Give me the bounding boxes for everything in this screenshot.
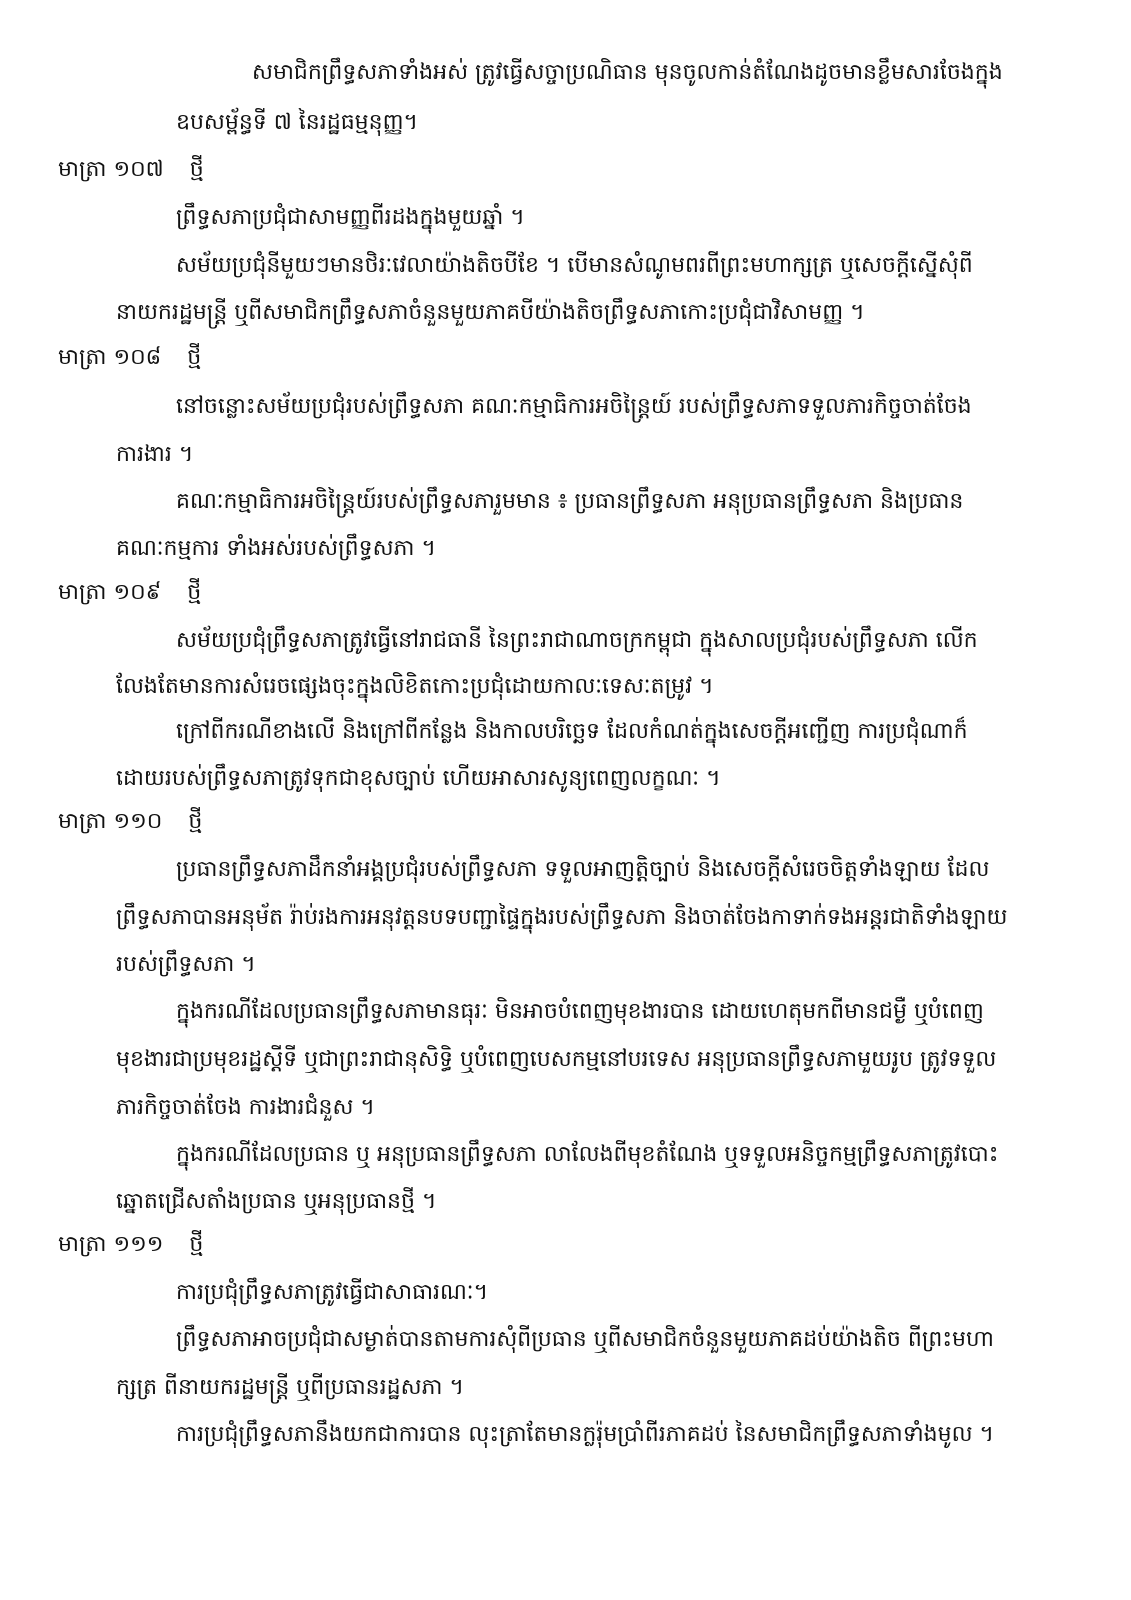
article-label: មាត្រា ១០៩ bbox=[58, 580, 162, 605]
article-109-line-2: លែងតែមានការសំរេចផ្សេងចុះក្នុងលិខិតកោះប្រជុំដោយកាលៈទេសៈតម្រូវ ។ bbox=[116, 674, 714, 699]
article-108-line-2: ការងារ ។ bbox=[116, 442, 194, 467]
article-label: មាត្រា ១១០ bbox=[58, 809, 163, 834]
article-110-line-6: ភារកិច្ចចាត់ចែង ការងារជំនួស ។ bbox=[116, 1095, 375, 1120]
article-110-heading bbox=[58, 807, 202, 837]
article-111-line-4: ការប្រជុំព្រឹទ្ធសភានឹងយកជាការបាន លុះត្រាតែមានក្លរ៉ុមប្រាំពីរភាគដប់ នៃសមាជិកព្រឹទ្ធសភាទាំងមូល ។ bbox=[176, 1422, 995, 1447]
intro-line-1: សមាជិកព្រឹទ្ធសភាទាំងអស់ ត្រូវធ្វើសច្ចាប្រណិធាន មុនចូលកាន់តំណែងដូចមានខ្លឹមសារចែងក្នុង bbox=[252, 60, 1003, 85]
article-111-line-1: ការប្រជុំព្រឹទ្ធសភាត្រូវធ្វើជាសាធារណៈ។ bbox=[176, 1280, 489, 1305]
article-111-heading bbox=[58, 1230, 203, 1260]
article-status: ថ្មី bbox=[189, 1232, 204, 1257]
article-109-line-4: ដោយរបស់ព្រឹទ្ធសភាត្រូវទុកជាខុសច្បាប់ ហើយអាសារសូន្យពេញលក្ខណៈ ។ bbox=[116, 766, 721, 791]
article-109-heading bbox=[58, 578, 201, 608]
article-110-line-3: របស់ព្រឹទ្ធសភា ។ bbox=[116, 952, 256, 977]
article-107-line-2: សម័យប្រជុំនីមួយៗមានថិរៈវេលាយ៉ាងតិចបីខែ ។ បើមានសំណូមពរពីព្រះមហាក្សត្រ ឬសេចក្តីស្នើសុំពី bbox=[176, 253, 973, 278]
article-108-line-3: គណៈកម្មាធិការអចិន្ត្រៃយ៍របស់ព្រឹទ្ធសភារួមមាន ៖ ប្រធានព្រឹទ្ធសភា អនុប្រធានព្រឹទ្ធសភា និងប្រធាន bbox=[176, 489, 964, 514]
article-108-heading bbox=[58, 343, 201, 373]
article-110-line-8: ឆ្នោតជ្រើសតាំងប្រធាន ឬអនុប្រធានថ្មី ។ bbox=[116, 1189, 437, 1214]
article-label: មាត្រា ១០៧ bbox=[58, 157, 164, 182]
article-status: ថ្មី bbox=[188, 809, 203, 834]
article-110-line-4: ក្នុងករណីដែលប្រធានព្រឹទ្ធសភាមានធុរៈ មិនអាចបំពេញមុខងារបាន ដោយហេតុមកពីមានជម្ងឺ ឬបំពេញ bbox=[176, 999, 984, 1024]
article-109-line-3: ក្រៅពីករណីខាងលើ និងក្រៅពីកន្លែង និងកាលបរិច្ឆេទ ដែលកំណត់ក្នុងសេចក្តីអញ្ជើញ ការប្រជុំណាក៏ bbox=[176, 719, 968, 744]
article-110-line-5: មុខងារជាប្រមុខរដ្ឋស្តីទី ឬជាព្រះរាជានុសិទ្ធិ ឬបំពេញបេសកម្មនៅបរទេស អនុប្រធានព្រឹទ្ធសភាមួយរូប ត្រូវទទួល bbox=[116, 1047, 997, 1072]
article-111-line-2: ព្រឹទ្ធសភាអាចប្រជុំជាសម្ងាត់បានតាមការសុំពីប្រធាន ឬពីសមាជិកចំនួនមួយភាគដប់យ៉ាងតិច ពីព្រះមហា bbox=[176, 1327, 994, 1352]
article-108-line-1: នៅចន្លោះសម័យប្រជុំរបស់ព្រឹទ្ធសភា គណៈកម្មាធិការអចិន្ត្រៃយ៍ របស់ព្រឹទ្ធសភាទទួលភារកិច្ចចាត់ចែង bbox=[176, 394, 972, 419]
article-label: មាត្រា ១១១ bbox=[58, 1232, 164, 1257]
article-110-line-1: ប្រធានព្រឹទ្ធសភាដឹកនាំអង្គប្រជុំរបស់ព្រឹទ្ធសភា ទទួលអាញត្តិច្បាប់ និងសេចក្តីសំរេចចិត្តទាំងឡាយ ដែល bbox=[176, 857, 990, 882]
article-107-heading bbox=[58, 155, 204, 185]
article-110-line-2: ព្រឹទ្ធសភាបានអនុម័ត រ៉ាប់រងការអនុវត្តនបទបញ្ជាផ្ទៃក្នុងរបស់ព្រឹទ្ធសភា និងចាត់ចែងកាទាក់ទងអន្តរជាតិទាំងឡាយ bbox=[116, 905, 1008, 930]
article-107-line-1: ព្រឹទ្ធសភាប្រជុំជាសាមញ្ញពីរដងក្នុងមួយឆ្នាំ ។ bbox=[176, 205, 525, 230]
article-108-line-4: គណៈកម្មការ ទាំងអស់របស់ព្រឹទ្ធសភា ។ bbox=[116, 536, 436, 561]
article-status: ថ្មី bbox=[187, 345, 202, 370]
article-111-line-3: ក្សត្រ ពីនាយករដ្ឋមន្ត្រី ឬពីប្រធានរដ្ឋសភា ។ bbox=[116, 1375, 464, 1400]
article-109-line-1: សម័យប្រជុំព្រឹទ្ធសភាត្រូវធ្វើនៅរាជធានី នៃព្រះរាជាណាចក្រកម្ពុជា ក្នុងសាលប្រជុំរបស់ព្រឹទ្ធសភា លើក bbox=[176, 628, 978, 653]
article-status: ថ្មី bbox=[189, 157, 204, 182]
intro-line-2: ឧបសម្ព័ន្ធទី ៧ នៃរដ្ឋធម្មនុញ្ញ។ bbox=[176, 110, 419, 135]
article-label: មាត្រា ១០៨ bbox=[58, 345, 162, 370]
article-107-line-3: នាយករដ្ឋមន្ត្រី ឬពីសមាជិកព្រឹទ្ធសភាចំនួនមួយភាគបីយ៉ាងតិចព្រឹទ្ធសភាកោះប្រជុំជាវិសាមញ្ញ ។ bbox=[116, 300, 865, 325]
article-status: ថ្មី bbox=[187, 580, 202, 605]
article-110-line-7: ក្នុងករណីដែលប្រធាន ឬ អនុប្រធានព្រឹទ្ធសភា លាលែងពីមុខតំណែង ឬទទួលអនិច្ចកម្មព្រឹទ្ធសភាត្រូវបោះ bbox=[176, 1142, 999, 1167]
